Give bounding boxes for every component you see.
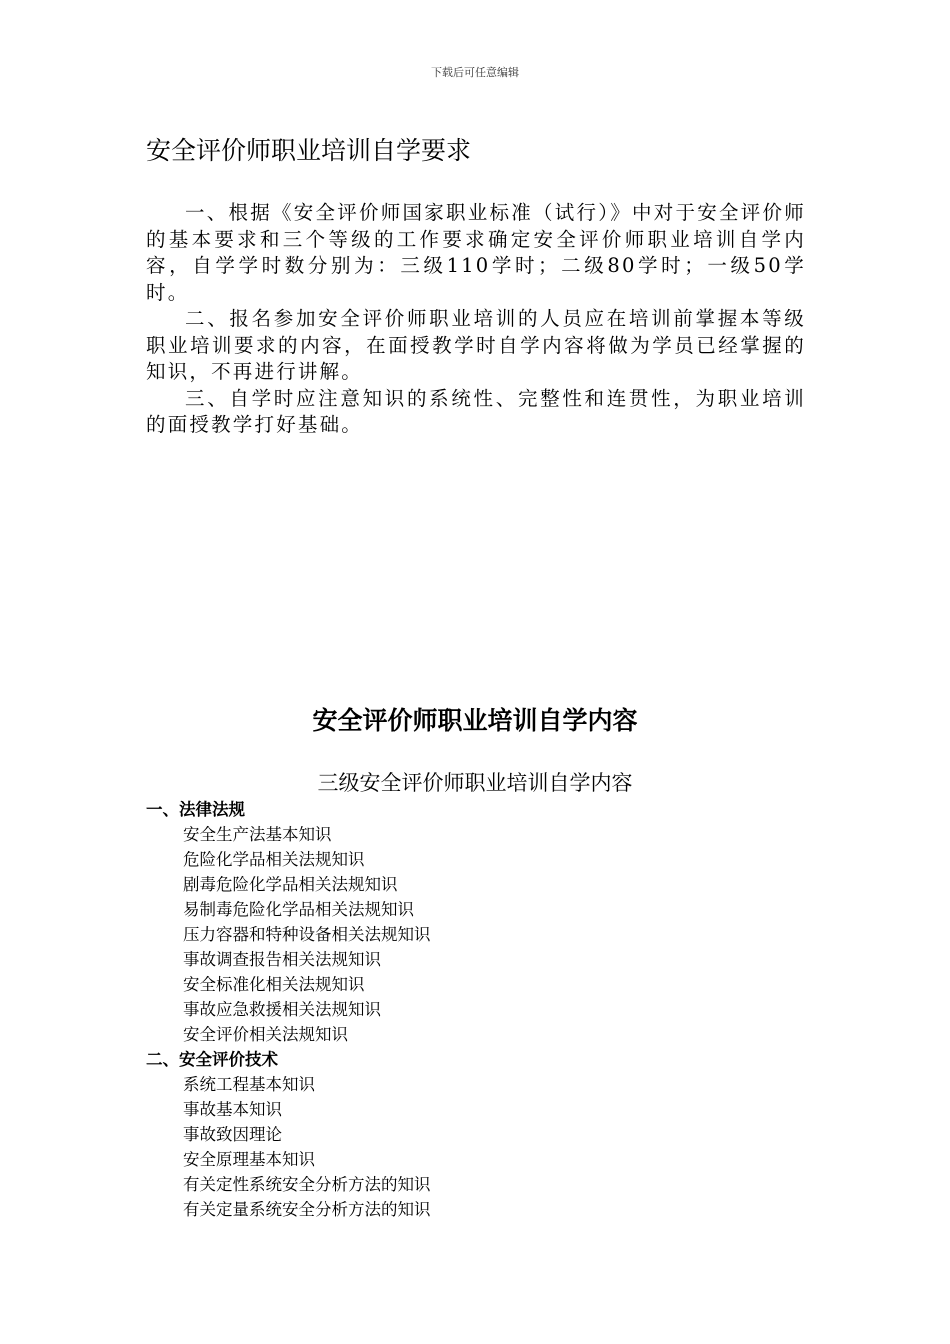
requirements-body	[146, 200, 806, 439]
list-item: 有关定性系统安全分析方法的知识	[183, 1175, 431, 1194]
list-item: 事故致因理论	[183, 1125, 282, 1144]
list-item: 事故基本知识	[183, 1100, 282, 1119]
section-heading-laws: 一、法律法规	[146, 800, 245, 819]
list-item: 危险化学品相关法规知识	[183, 850, 365, 869]
list-item: 有关定量系统安全分析方法的知识	[183, 1200, 431, 1219]
section-heading-techniques: 二、安全评价技术	[146, 1050, 278, 1069]
list-item: 安全原理基本知识	[183, 1150, 315, 1169]
list-item: 事故调查报告相关法规知识	[183, 950, 381, 969]
requirements-paragraph-2: 二、报名参加安全评价师职业培训的人员应在培训前掌握本等级职业培训要求的内容，在面授教学时自学内容将做为学员已经掌握的知识，不再进行讲解。	[146, 307, 806, 383]
list-item: 剧毒危险化学品相关法规知识	[183, 875, 398, 894]
requirements-paragraph-3: 三、自学时应注意知识的系统性、完整性和连贯性，为职业培训的面授教学打好基础。	[146, 386, 806, 436]
list-item: 系统工程基本知识	[183, 1075, 315, 1094]
list-item: 压力容器和特种设备相关法规知识	[183, 925, 431, 944]
list-item: 安全生产法基本知识	[183, 825, 332, 844]
requirements-title: 安全评价师职业培训自学要求	[146, 136, 472, 165]
list-item: 事故应急救援相关法规知识	[183, 1000, 381, 1019]
level-title: 三级安全评价师职业培训自学内容	[317, 771, 633, 795]
list-item: 安全标准化相关法规知识	[183, 975, 365, 994]
header-note: 下载后可任意编辑	[431, 66, 519, 79]
list-item: 安全评价相关法规知识	[183, 1025, 348, 1044]
content-title: 安全评价师职业培训自学内容	[312, 706, 638, 735]
list-item: 易制毒危险化学品相关法规知识	[183, 900, 414, 919]
outline	[146, 797, 806, 1222]
requirements-paragraph-1: 一、根据《安全评价师国家职业标准（试行）》中对于安全评价师的基本要求和三个等级的工作要求确定安全评价师职业培训自学内容，自学学时数分别为：三级110学时；二级80学时；一级50学时。	[146, 201, 806, 304]
